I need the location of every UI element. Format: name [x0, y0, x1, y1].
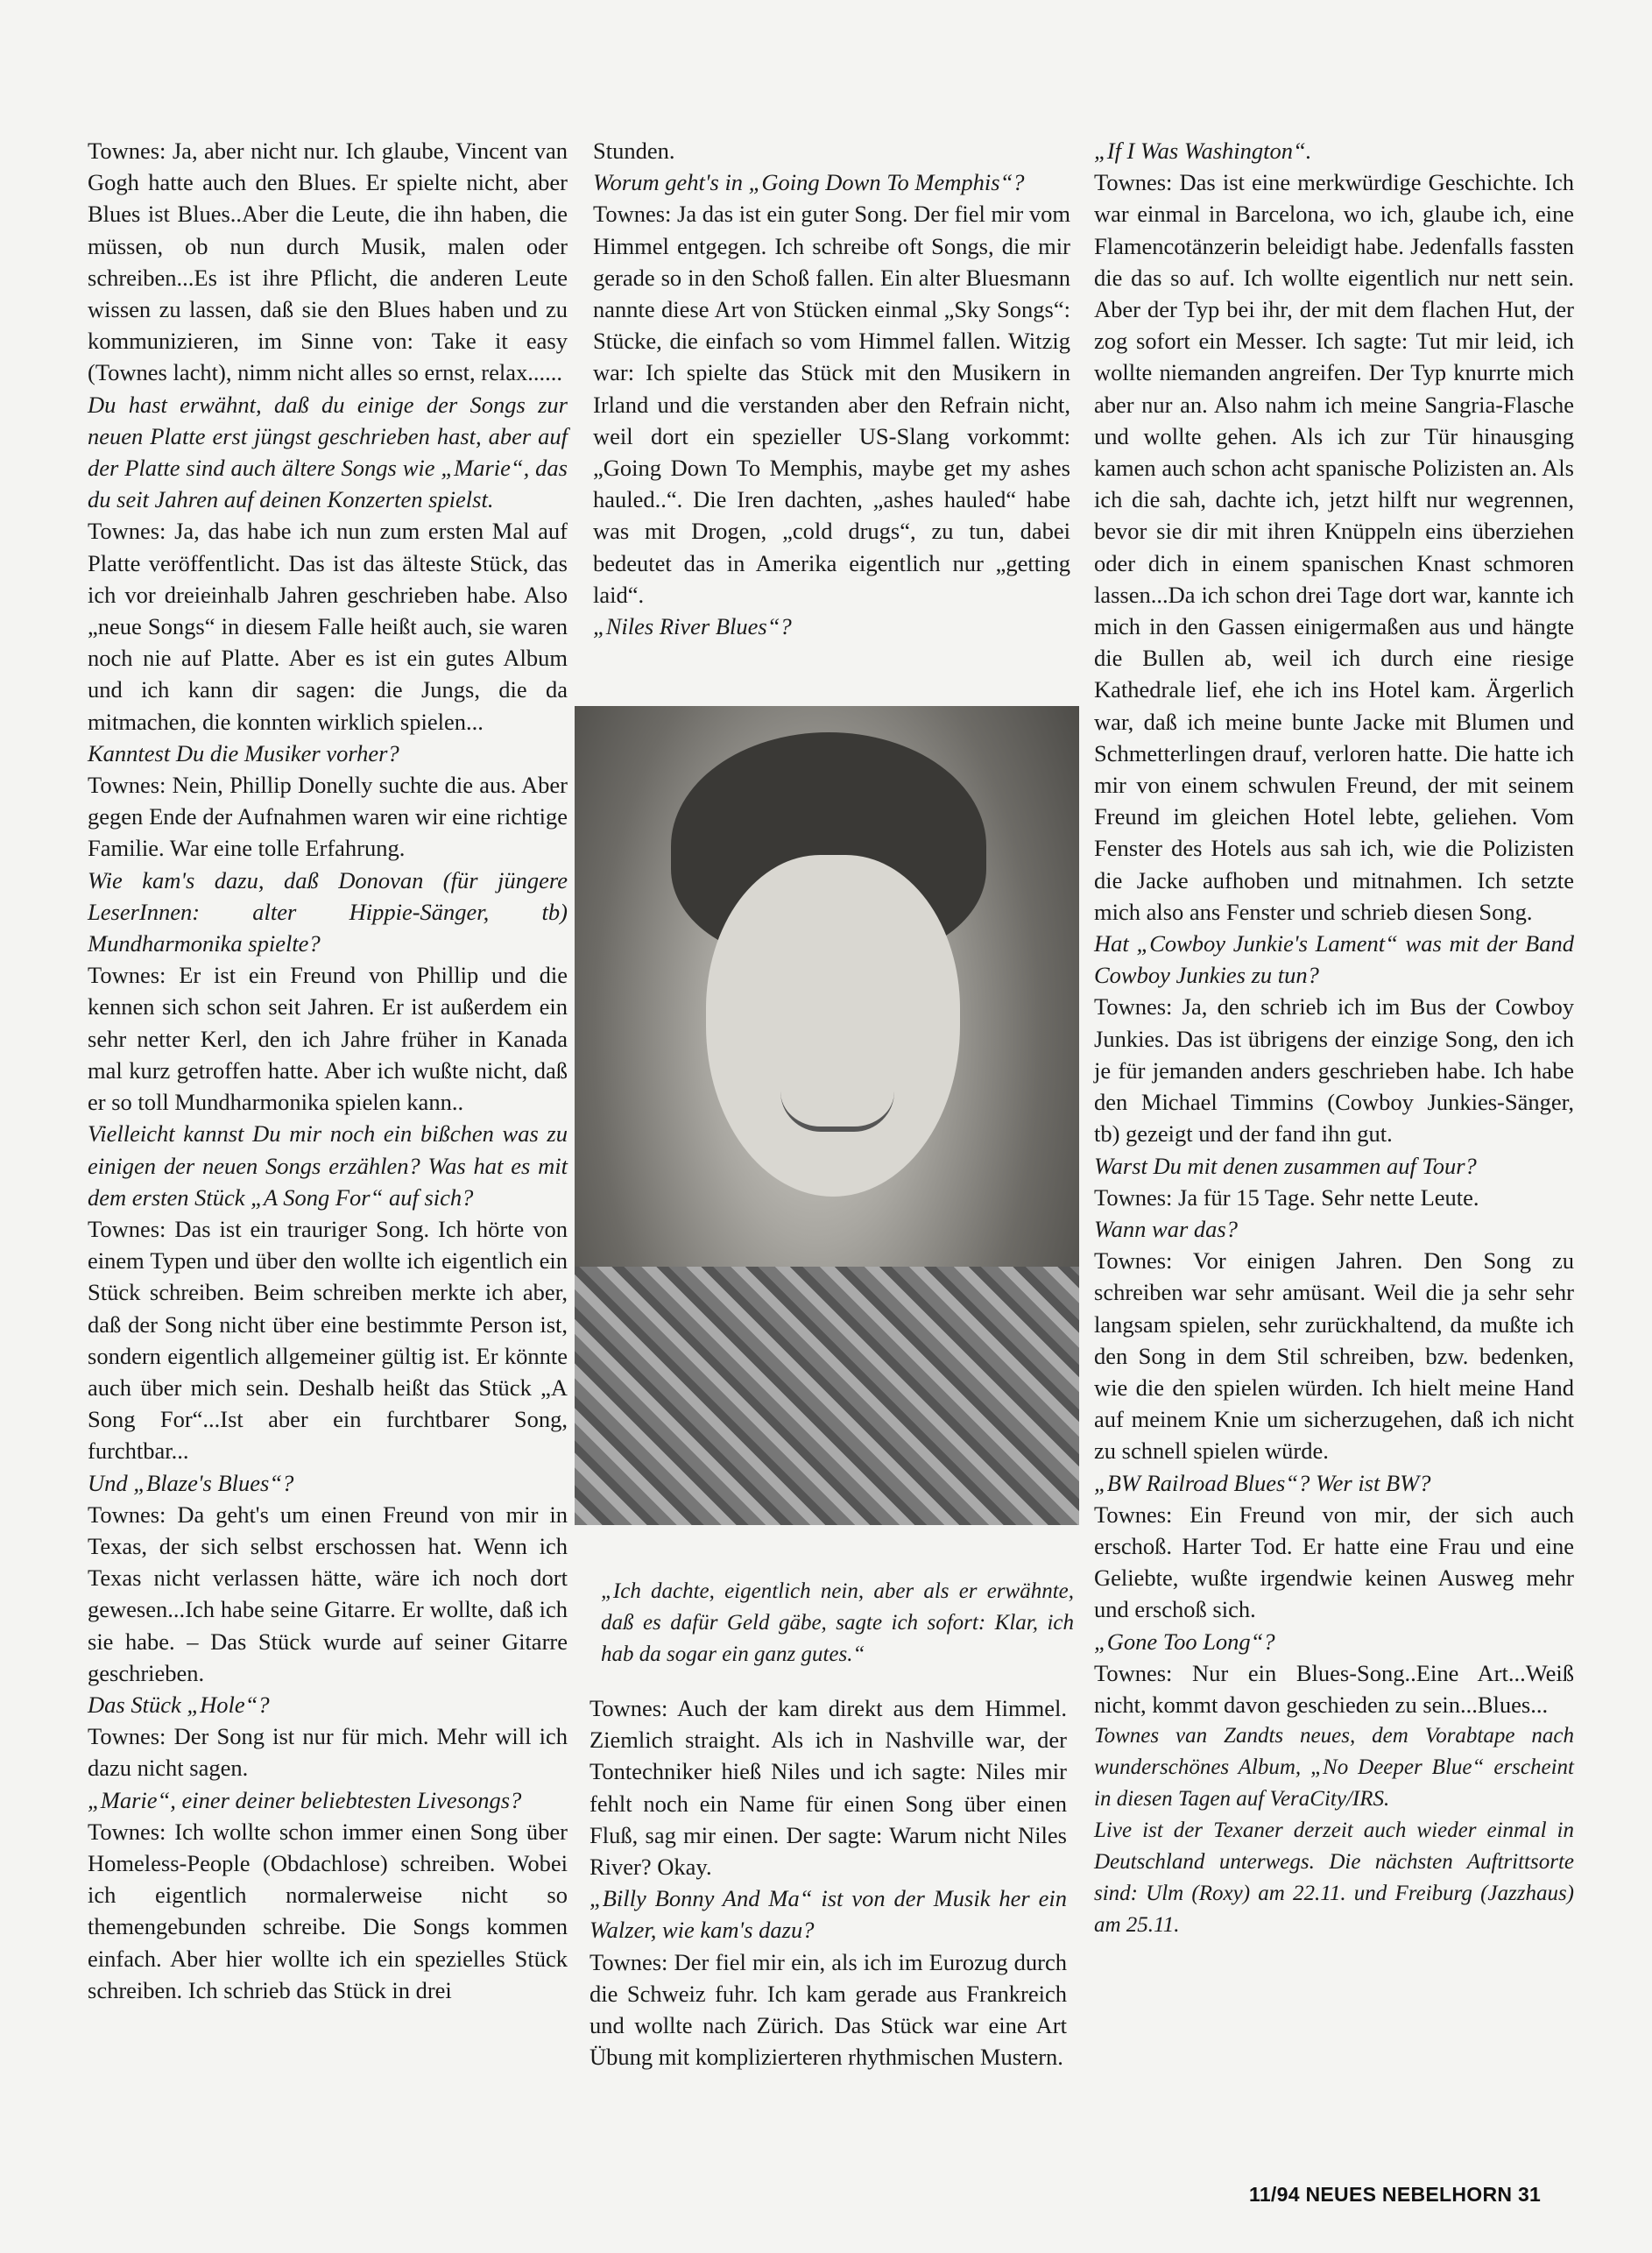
photo-shirt-shape — [575, 1267, 1079, 1525]
article-column-3-body — [1094, 135, 1574, 1720]
interview-question: Kanntest Du die Musiker vorher? — [88, 739, 399, 766]
album-note: Townes van Zandts neues, dem Vorabtape nach wunderschönes Album, „No Deeper Blue“ erscheint in diesen Tagen auf VeraCity/IRS. — [1094, 1724, 1574, 1812]
interview-answer: Townes: Nein, Phillip Donelly suchte die aus. Aber gegen Ende der Aufnahmen waren wir eine richtige Familie. War eine tolle Erfahrung. — [88, 772, 568, 862]
interview-answer: Townes: Ein Freund von mir, der sich auch erschoß. Harter Tod. Er hatte eine Frau und eine Geliebte, wußte irgendwie keinen Ausweg mehr und erschoß sich. — [1094, 1501, 1574, 1623]
interview-answer: Townes: Ja, den schrieb ich im Bus der Cowboy Junkies. Das ist übrigens der einzige Song, den ich je für jemanden anders geschrieben habe. Ich habe den Michael Timmins (Cowboy Junkies-Sänger, tb) gezeigt und der fand ihn gut. — [1094, 993, 1574, 1148]
interview-question: „Niles River Blues“? — [593, 613, 792, 640]
portrait-photo — [575, 706, 1079, 1525]
interview-answer: Townes: Der fiel mir ein, als ich im Eurozug durch die Schweiz fuhr. Ich kam gerade aus Frankreich und wollte nach Zürich. Das Stück war eine Art Übung mit komplizierteren rhythmischen Mustern. — [589, 1948, 1067, 2071]
interview-answer: Townes: Das ist eine merkwürdige Geschichte. Ich war einmal in Barcelona, wo ich, glaube ich, eine Flamencotänzerin beleidigt habe. Jedenfalls fassten die das so auf. Ich wollte eigentlich nur nett sein. Aber der Typ bei ihr, der mit dem flachen Hut, der zog sofort ein Messer. Ich sagte: Tut mir leid, ich wollte niemanden angreifen. Der Typ knurrte mich aber nur an. Also nahm ich meine Sangria-Flasche und wollte gehen. Als ich zur Tür hinausging kamen auch schon acht spanische Polizisten an. Als ich die sah, dachte ich, jetzt hilft nur wegrennen, bevor sie dir mit ihren Knüppeln eins überziehen oder dich in einem spanischen Knast schmoren lassen...Da ich schon drei Tage dort war, kannte ich mich in den Gassen einigermaßen aus und hängte die Bullen ab, weil ich durch eine riesige Kathedrale lief, ehe ich ins Hotel kam. Ärgerlich war, daß ich meine bunte Jacke mit Blumen und Schmetterlingen drauf, verloren hatte. Die hatte ich mir von einem schwulen Freund, der mit seinem Freund im gleichen Hotel lebte, geliehen. Vom Fenster des Hotels aus sah ich, wie die Polizisten die Jacke aufhoben und mitnahmen. Ich setzte mich also ans Fenster und schrieb diesen Song. — [1094, 169, 1574, 925]
interview-answer: Townes: Der Song ist nur für mich. Mehr will ich dazu nicht sagen. — [88, 1723, 568, 1782]
interview-question: „Billy Bonny And Ma“ ist von der Musik her ein Walzer, wie kam's dazu? — [589, 1885, 1067, 1944]
interview-question: „Gone Too Long“? — [1094, 1628, 1275, 1655]
page-footer: 11/94 NEUES NEBELHORN 31 — [1249, 2183, 1542, 2206]
tour-note: Live ist der Texaner derzeit auch wieder einmal in Deutschland unterwegs. Die nächsten Auftrittsorte sind: Ulm (Roxy) am 22.11. und Freiburg (Jazzhaus) am 25.11. — [1094, 1819, 1574, 1938]
interview-question: „If I Was Washington“. — [1094, 138, 1312, 164]
interview-answer: Townes: Das ist ein trauriger Song. Ich hörte von einem Typen und über den wollte ich eigentlich ein Stück schreiben. Beim schreiben merkte ich aber, daß der Song nicht über eine bestimmte Person ist, sondern eigentlich allgemeiner gültig ist. Er könnte auch über mich sein. Deshalb heißt das Stück „A Song For“...Ist aber ein furchtbarer Song, furchtbar... — [88, 1215, 568, 1465]
article-column-2-top — [593, 135, 1070, 642]
article-column-1 — [88, 135, 568, 2006]
interview-question: „Marie“, einer deiner beliebtesten Livesongs? — [88, 1786, 522, 1813]
interview-answer: Townes: Ja, das habe ich nun zum ersten Mal auf Platte veröffentlicht. Das ist das älteste Stück, das ich vor dreieinhalb Jahren geschrieben habe. Also „neue Songs“ in diesem Falle heißt auch, sie waren noch nie auf Platte. Aber es ist ein gutes Album und ich kann dir sagen: die Jungs, die da mitmachen, die konnten wirklich spielen... — [88, 518, 568, 735]
interview-answer: Townes: Auch der kam direkt aus dem Himmel. Ziemlich straight. Als ich in Nashville war, der Tontechniker hieß Niles und ich sagte: Niles mir fehlt noch ein Name für einen Song über einen Fluß, sag mir einen. Der sagte: Warum nicht Niles River? Okay. — [589, 1695, 1067, 1881]
interview-answer: Townes: Ja für 15 Tage. Sehr nette Leute. — [1094, 1183, 1479, 1211]
interview-answer: Townes: Er ist ein Freund von Phillip und die kennen sich schon seit Jahren. Er ist außerdem ein sehr netter Kerl, den ich Jahre früher in Kanada mal kurz getroffen hatte. Aber ich wußte nicht, daß er so toll Mundharmonika spielen kann.. — [88, 962, 568, 1116]
interview-answer: Townes: Ja, aber nicht nur. Ich glaube, Vincent van Gogh hatte auch den Blues. Er spielte nicht, aber Blues ist Blues..Aber die Leute, die ihn haben, die müssen, ob nun durch Musik, malen oder schreiben...Es ist ihre Pflicht, die anderen Leute wissen zu lassen, daß sie den Blues haben und zu kommunizieren, im Sinne von: Take it easy (Townes lacht), nimm nicht alles so ernst, relax...... — [88, 138, 568, 386]
article-column-2-bottom — [589, 1692, 1067, 2073]
interview-question: Warst Du mit denen zusammen auf Tour? — [1094, 1152, 1477, 1179]
interview-answer: Townes: Ich wollte schon immer einen Song über Homeless-People (Obdachlose) schreiben. Wobei ich eigentlich normalerweise nicht so themengebunden schreibe. Die Songs kommen einfach. Aber hier wollte ich ein spezielles Stück schreiben. Ich schrieb das Stück in drei — [88, 1818, 568, 2003]
photo-face-shape — [706, 855, 960, 1197]
interview-question: Vielleicht kannst Du mir noch ein bißchen was zu einigen der neuen Songs erzählen? Was hat es mit dem ersten Stück „A Song For“ auf sich? — [88, 1120, 568, 1211]
interview-question: Du hast erwähnt, daß du einige der Songs zur neuen Platte erst jüngst geschrieben hast, aber auf der Platte sind auch ältere Songs wie „Marie“, das du seit Jahren auf deinen Konzerten spielst. — [88, 391, 568, 513]
article-column-3 — [1094, 135, 1574, 1941]
interview-question: Hat „Cowboy Junkie's Lament“ was mit der Band Cowboy Junkies zu tun? — [1094, 930, 1574, 989]
interview-question: Wie kam's dazu, daß Donovan (für jüngere LeserInnen: alter Hippie-Sänger, tb) Mundharmonika spielte? — [88, 866, 568, 957]
interview-answer: Townes: Da geht's um einen Freund von mir in Texas, der sich selbst erschossen hat. Wenn ich Texas nicht verlassen hätte, wäre ich noch dort gewesen...Ich habe seine Gitarre. Er wollte, daß ich sie habe. – Das Stück wurde auf seiner Gitarre geschrieben. — [88, 1501, 568, 1686]
interview-question: „BW Railroad Blues“? Wer ist BW? — [1094, 1469, 1431, 1496]
interview-answer: Townes: Nur ein Blues-Song..Eine Art...Weiß nicht, kommt davon geschieden zu sein...Blues... — [1094, 1659, 1574, 1718]
interview-answer: Stunden. — [593, 138, 675, 164]
interview-question: Wann war das? — [1094, 1215, 1238, 1242]
interview-question: Das Stück „Hole“? — [88, 1691, 270, 1718]
interview-question: Und „Blaze's Blues“? — [88, 1469, 294, 1496]
interview-answer: Townes: Vor einigen Jahren. Den Song zu schreiben war sehr amüsant. Weil die ja sehr sehr langsam spielen, sehr zurückhaltend, da mußte ich den Song in dem Stil schreiben, bzw. bedenken, wie die den spielen würden. Ich hielt meine Hand auf meinem Knie um sicherzugehen, daß ich nicht zu schnell spielen würde. — [1094, 1247, 1574, 1465]
interview-answer: Townes: Ja das ist ein guter Song. Der fiel mir vom Himmel entgegen. Ich schreibe oft Songs, die mir gerade so in den Schoß fallen. Ein alter Bluesmann nannte diese Art von Stücken einmal „Sky Songs“: Stücke, die einfach so vom Himmel fallen. Witzig war: Ich spielte das Stück mit den Musikern in Irland und die verstanden aber den Refrain nicht, weil dort ein spezieller US-Slang vorkommt: „Going Down To Memphis, maybe get my ashes hauled..“. Die Iren dachten, „ashes hauled“ habe was mit Drogen, „cold drugs“, zu tun, dabei bedeutet das in Amerika eigentlich nur „getting laid“. — [593, 201, 1070, 608]
photo-caption: „Ich dachte, eigentlich nein, aber als er erwähnte, daß es dafür Geld gäbe, sagte ich sofort: Klar, ich hab da sogar ein ganz gutes.“ — [601, 1579, 1074, 1666]
interview-question: Worum geht's in „Going Down To Memphis“? — [593, 169, 1025, 196]
